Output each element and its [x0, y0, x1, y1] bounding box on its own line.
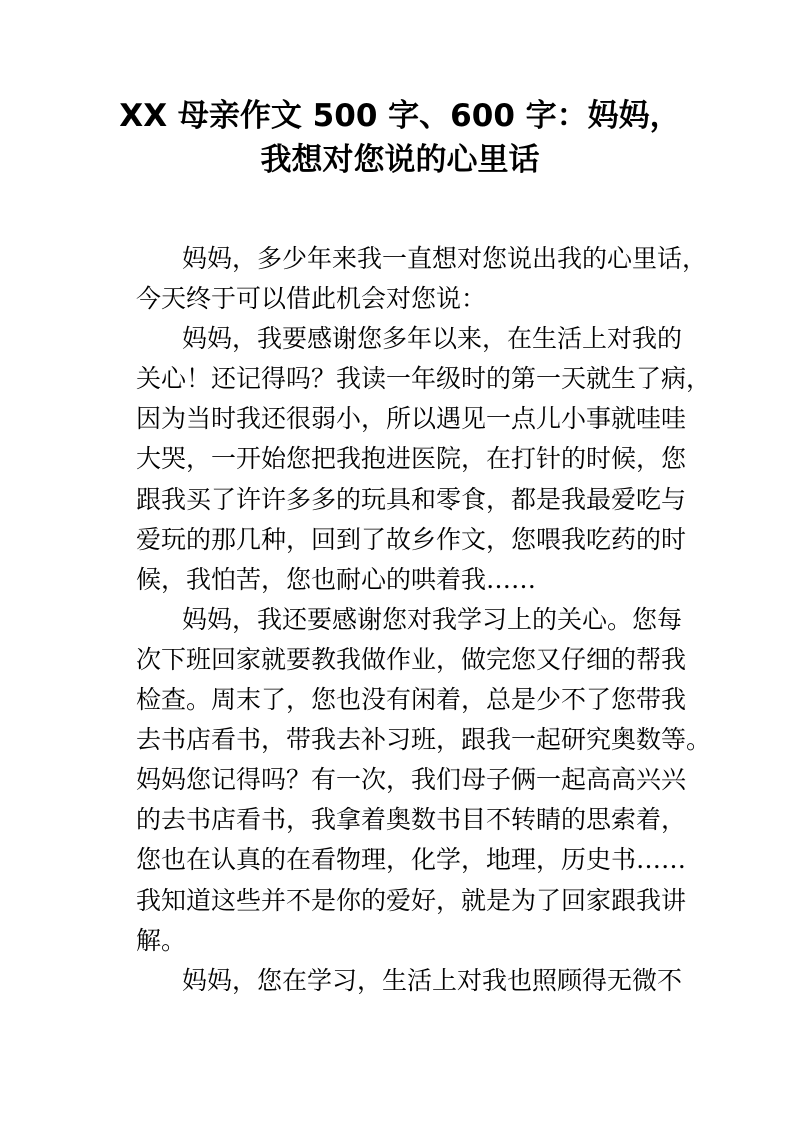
paragraph-2 — [136, 319, 712, 600]
paragraph-line: 妈妈，您在学习，生活上对我也照顾得无微不 — [182, 965, 683, 995]
paragraph-1 — [136, 239, 708, 319]
paragraph-line: 今天终于可以借此机会对您说： — [136, 284, 487, 314]
paragraph-line: 爱玩的那几种，回到了故乡作文，您喂我吃药的时 — [136, 524, 687, 554]
document-title — [100, 94, 700, 182]
paragraph-line: 妈妈您记得吗？有一次，我们母子俩一起高高兴兴 — [136, 765, 687, 795]
paragraph-line: 妈妈，我还要感谢您对我学习上的关心。您每 — [182, 604, 683, 634]
paragraph-line: 妈妈，多少年来我一直想对您说出我的心里话， — [182, 244, 708, 273]
paragraph-line: 大哭，一开始您把我抱进医院，在打针的时候，您 — [136, 444, 687, 474]
essay-body — [136, 239, 712, 1001]
paragraph-line: 候，我怕苦，您也耐心的哄着我…… — [136, 564, 537, 594]
paragraph-line: 我知道这些并不是你的爱好，就是为了回家跟我讲 — [136, 885, 687, 915]
paragraph-line: 检查。周末了，您也没有闲着，总是少不了您带我 — [136, 685, 687, 715]
paragraph-line: 跟我买了许许多多的玩具和零食，都是我最爱吃与 — [136, 484, 687, 514]
paragraph-line: 您也在认真的在看物理，化学，地理，历史书…… — [136, 845, 687, 875]
paragraph-line: 妈妈，我要感谢您多年以来，在生活上对我的 — [182, 324, 683, 354]
paragraph-4 — [136, 961, 686, 1001]
title-line-1: XX 母亲作文 500 字、600 字：妈妈， — [119, 98, 681, 134]
paragraph-line: 因为当时我还很弱小，所以遇见一点儿小事就哇哇 — [136, 404, 687, 434]
paragraph-line: 的去书店看书，我拿着奥数书目不转睛的思索着， — [136, 805, 687, 835]
paragraph-line: 次下班回家就要教我做作业，做完您又仔细的帮我 — [136, 644, 687, 674]
title-line-2: 我想对您说的心里话 — [260, 142, 540, 178]
paragraph-line: 解。 — [136, 925, 187, 955]
paragraph-line: 去书店看书，带我去补习班，跟我一起研究奥数等。 — [136, 725, 712, 755]
paragraph-line: 关心！还记得吗？我读一年级时的第一天就生了病， — [136, 364, 712, 394]
paragraph-3 — [136, 600, 712, 961]
